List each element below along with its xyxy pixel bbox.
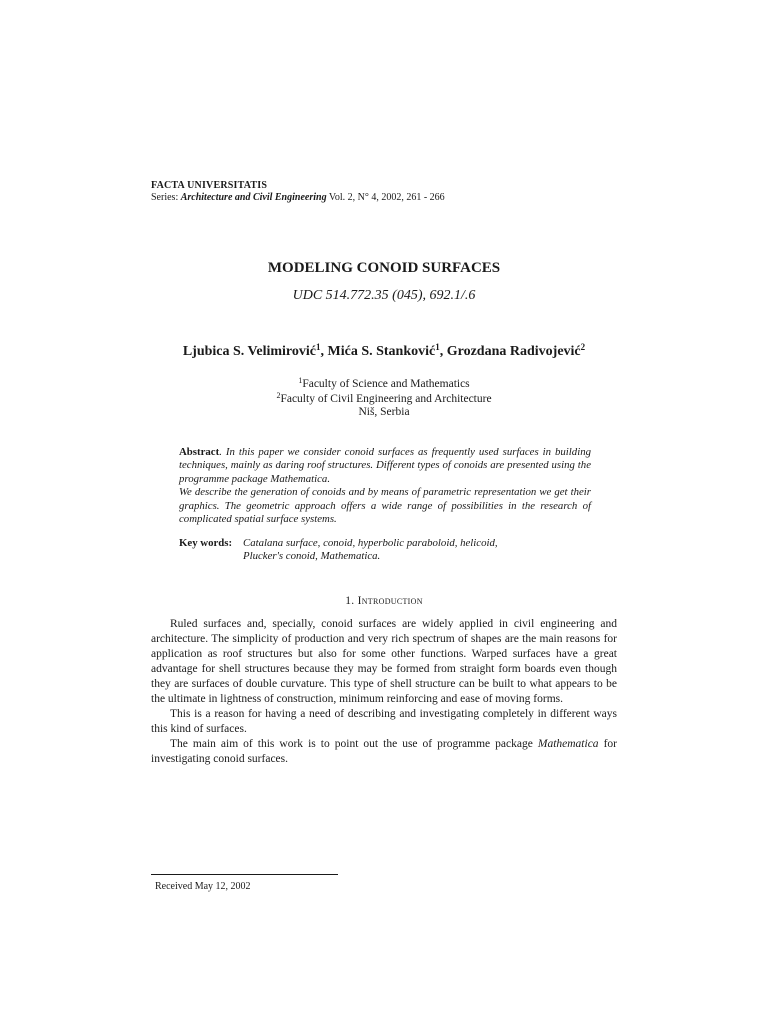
journal-name: FACTA UNIVERSITATIS	[151, 180, 268, 191]
udc-code: UDC 514.772.35 (045), 692.1/.6	[292, 288, 476, 303]
abstract	[179, 446, 591, 526]
section-number: 1.	[345, 595, 358, 607]
abstract-text: . In this paper we consider conoid surfaces as frequently used surfaces in building techniques, mainly as daring roof structures. Different types of conoids are presented using the programme package Mathematica.	[179, 446, 591, 485]
paper-title: MODELING CONOID SURFACES	[267, 260, 501, 276]
keywords-label: Key words:	[179, 537, 233, 549]
series-prefix: Series:	[151, 192, 181, 203]
keywords-line: Catalana surface, conoid, hyperbolic paraboloid, helicoid,	[243, 537, 498, 549]
affiliation-text: Niš, Serbia	[358, 406, 410, 418]
author-name: Ljubica S. Velimirović	[182, 344, 316, 359]
author-list: Ljubica S. Velimirović$^1$, Mića S. Stanković$^1$, Grozdana Radivojević$^2$	[182, 342, 586, 359]
body-paragraph: The main aim of this work is to point out the use of programme package Mathematica for investigating conoid surfaces.	[151, 738, 617, 766]
body-text	[151, 617, 617, 767]
software-name: Mathematica	[537, 738, 599, 751]
series-line	[151, 192, 445, 203]
footnote-received: Received May 12, 2002	[155, 881, 251, 892]
author-affiliation-mark: 2	[580, 342, 586, 352]
author-affiliation-mark: 1	[316, 342, 321, 352]
affiliation-mark: 2	[276, 391, 281, 400]
section-heading	[0, 595, 768, 607]
series-details: Vol. 2, N° 4, 2002, 261 - 266	[326, 192, 445, 203]
keywords-list	[243, 537, 563, 564]
section-title: Introduction	[357, 595, 423, 607]
abstract-paragraph: We describe the generation of conoids and by means of parametric representation we get their graphics. The geometric approach offers a wide range of possibilities in the research of complicated spatial surface systems.	[179, 486, 591, 526]
series-name: Architecture and Civil Engineering	[180, 192, 327, 203]
affiliation-city	[0, 406, 768, 418]
abstract-label: Abstract	[179, 446, 220, 458]
author-name: Mića S. Stanković	[327, 344, 436, 359]
body-paragraph: This is a reason for having a need of describing and investigating completely in different ways this kind of surfaces.	[151, 708, 617, 736]
affiliation-text: Faculty of Civil Engineering and Architecture	[280, 393, 492, 405]
affiliation	[0, 391, 768, 405]
abstract-paragraph	[179, 446, 591, 486]
footnote-rule	[151, 874, 338, 875]
affiliation-text: Faculty of Science and Mathematics	[302, 378, 470, 390]
affiliation-mark: 1	[298, 376, 303, 385]
body-paragraph: Ruled surfaces and, specially, conoid surfaces are widely applied in civil engineering and architecture. The simplicity of production and very rich spectrum of shapes are the main reasons for application as roof structures but also for some other functions. Warped surfaces have a great advantage for shell structures because they may be formed from straight form boards even though they are surfaces of double curvature. This type of shell structure can be built to what appears to be the ultimate in lightness of construction, minimum reinforcing and ease of moving forms.	[151, 618, 617, 706]
keywords-line: Plucker's conoid, Mathematica.	[243, 550, 381, 563]
author-name: Grozdana Radivojević	[446, 344, 581, 359]
affiliation	[0, 376, 768, 390]
author-affiliation-mark: 1	[435, 342, 440, 352]
